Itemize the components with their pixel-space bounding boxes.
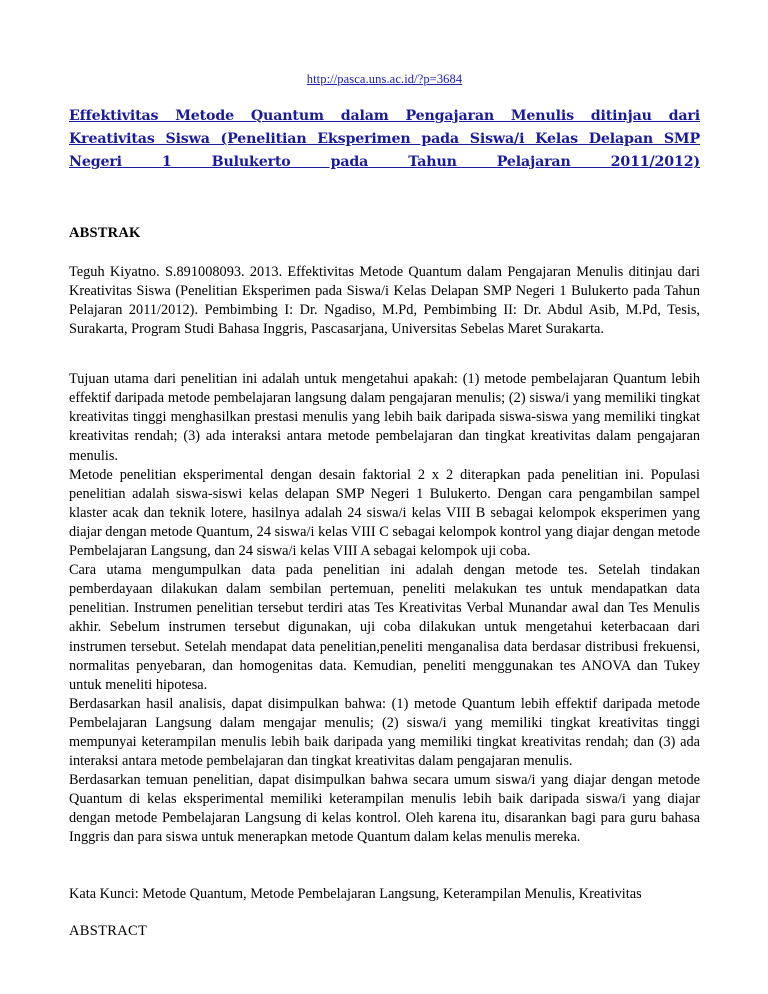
source-url-link[interactable]: http://pasca.uns.ac.id/?p=3684 xyxy=(306,72,463,86)
paragraph-author-info: Teguh Kiyatno. S.891008093. 2013. Effektivitas Metode Quantum dalam Pengajaran Menulis ditinjau dari Kreativitas Siswa (Penelitian Eksperimen pada Siswa/i Kelas Delapan SMP Negeri 1 Bulukerto pada Tahun Pelajaran 2011/2012). Pembimbing I: Dr. Ngadiso, M.Pd, Pembimbing II: Dr. Abdul Asib, M.Pd, Tesis, Surakarta, Program Studi Bahasa Inggris, Pascasarjana, Universitas Sebelas Maret Surakarta. xyxy=(69,263,700,338)
paragraph-analysis-results: Berdasarkan hasil analisis, dapat disimpulkan bahwa: (1) metode Quantum lebih effektif daripada metode Pembelajaran Langsung dalam mengajar menulis; (2) siswa/i yang memiliki tingkat kreativitas tinggi mempunyai keterampilan menulis lebih baik daripada yang memiliki tingkat kreativitas rendah; dan (3) ada interaksi antara metode pembelajaran dan tingkat kreativitas dalam pengajaran menulis. xyxy=(69,695,700,770)
paragraph-objectives: Tujuan utama dari penelitian ini adalah untuk mengetahui apakah: (1) metode pembelajaran Quantum lebih effektif daripada metode pembelajaran langsung dalam pengajaran menulis; (2) siswa/i yang memiliki tingkat kreativitas tinggi menghasilkan prestasi menulis yang lebih baik daripada siswa-siswa yang memiliki tingkat kreativitas rendah; (3) ada interaksi antara metode pembelajaran dan tingkat kreativitas dalam pengajaran menulis. xyxy=(69,371,700,464)
document-title[interactable]: Effektivitas Metode Quantum dalam Pengajaran Menulis ditinjau dari Kreativitas Siswa (Penelitian Eksperimen pada Siswa/i Kelas Delapan SMP Negeri 1 Bulukerto pada Tahun Pelajaran 2011/2012) xyxy=(69,108,700,171)
paragraph-method: Metode penelitian eksperimental dengan desain faktorial 2 x 2 diterapkan pada penelitian ini. Populasi penelitian adalah siswa-siswi kelas delapan SMP Negeri 1 Bulukerto. Dengan cara pengambilan sampel klaster acak dan teknik lotere, hasilnya adalah 24 siswa/i kelas VIII B sebagai kelompok eksperimen yang diajar dengan metode Quantum, 24 siswa/i kelas VIII C sebagai kelompok kontrol yang diajar dengan metode Pembelajaran Langsung, dan 24 siswa/i kelas VIII A sebagai kelompok uji coba. xyxy=(69,466,700,560)
paragraph-conclusion: Berdasarkan temuan penelitian, dapat disimpulkan bahwa secara umum siswa/i yang diajar dengan metode Quantum di kelas eksperimental memiliki keterampilan menulis lebih baik daripada siswa/i yang diajar dengan metode Pembelajaran Langsung di kelas kontrol. Oleh karena itu, disarankan bagi para guru bahasa Inggris dan para siswa untuk menerapkan metode Quantum dalam kelas menulis mereka. xyxy=(69,772,700,846)
source-url-line xyxy=(69,0,700,86)
heading-abstrak: ABSTRAK xyxy=(69,224,141,241)
document-content-column xyxy=(69,0,700,941)
heading-abstract: ABSTRACT xyxy=(69,922,148,939)
paragraph-data-collection: Cara utama mengumpulkan data pada penelitian ini adalah dengan metode tes. Setelah tindakan pemberdayaan dilakukan dalam sembilan pertemuan, peneliti melakukan tes untuk mendapatkan data penelitian. Instrumen penelitian tersebut terdiri atas Tes Kreativitas Verbal Munandar awal dan Tes Menulis akhir. Sebelum instrumen tersebut digunakan, uji coba dilakukan untuk mengetahui keterbacaan dari instrumen tersebut. Setelah mendapat data penelitian,peneliti menganalisa data berdasar distribusi frekuensi, normalitas penyebaran, dan homogenitas data. Kemudian, peneliti menggunakan tes ANOVA dan Tukey untuk meneliti hipotesa. xyxy=(69,562,700,693)
paragraph-keywords: Kata Kunci: Metode Quantum, Metode Pembelajaran Langsung, Keterampilan Menulis, Kreativitas xyxy=(69,885,642,902)
